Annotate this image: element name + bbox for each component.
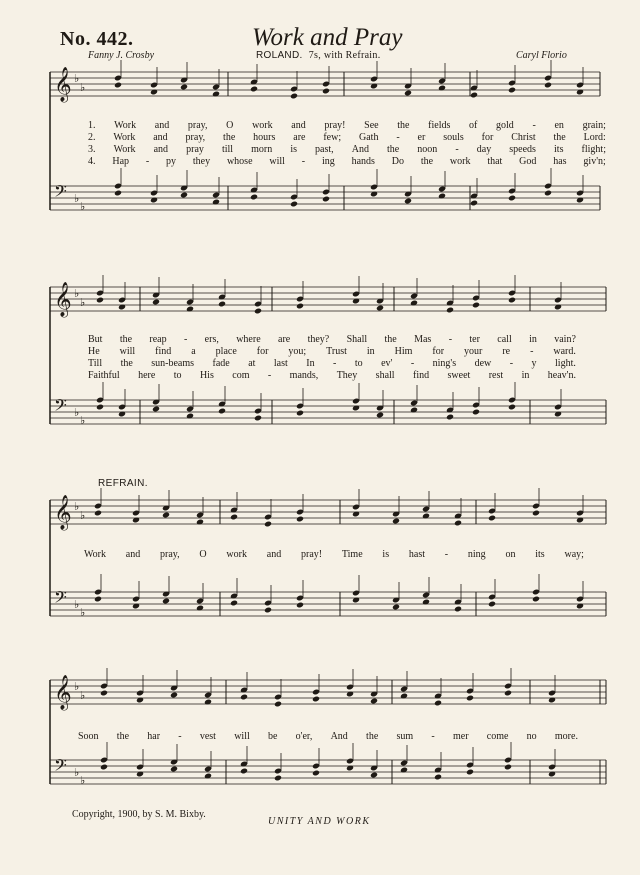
sys1-bass-note [322,196,330,203]
refrain-system-2 [78,731,578,743]
lyric-syllable: Till [88,358,103,369]
bass-clef-icon: 𝄢 [54,181,67,205]
flat-icon: ♭ [74,193,80,205]
sys1-treble-note [250,86,258,93]
lyric-syllable: the [223,132,236,143]
lyric-syllable: - [178,731,182,742]
lyric-syllable: Him [394,346,413,357]
sys1-treble-note [470,92,478,99]
lyric-syllable: work [252,120,273,131]
lyric-syllable: and [153,144,169,155]
sys2-treble-note [218,301,226,308]
topic-footer: UNITY AND WORK [268,816,371,827]
sys3-treble-note [162,512,170,519]
lyric-syllable: - [145,156,150,167]
lyric-syllable: they? [307,334,330,345]
lyric-syllable: com [232,370,250,381]
lyric-syllable: - [396,132,400,143]
lyric-syllable: grain; [582,120,606,131]
lyric-syllable: fields [428,120,451,131]
lyric-syllable: find [155,346,172,357]
lyric-syllable: In [306,358,315,369]
sys4-bass-note [504,764,512,771]
sys2-bass-note [376,412,384,419]
sys2-treble-note [446,307,454,314]
lyric-syllable: mer [452,731,469,742]
sys1-bass-note [290,201,298,208]
sys2-bass-note [446,414,454,421]
lyric-syllable: for [256,346,269,357]
sys1-treble-note [290,93,298,100]
lyric-syllable: re [502,346,511,357]
lyric-syllable: for [432,346,445,357]
lyric-syllable: last [273,358,288,369]
sys4-bass-note [274,775,282,782]
sys4-treble-note [274,701,282,708]
lyric-syllable: here [138,370,156,381]
lyric-syllable: pray, [159,549,180,560]
verse-line-2 [88,132,606,144]
lyric-syllable: in [521,370,530,381]
lyric-syllable: and [291,120,306,131]
lyric-syllable: 3. [88,144,96,155]
lyric-syllable: and [266,549,282,560]
lyric-syllable: py [166,156,177,167]
lyric-syllable: more. [554,731,578,742]
lyric-syllable: rest [488,370,504,381]
lyric-syllable: the [553,132,566,143]
lyric-syllable: find [412,370,430,381]
sys3-bass-note [162,598,170,605]
sys3-bass-note [454,606,462,613]
lyric-syllable: day [476,144,492,155]
lyric-syllable: o'er, [295,731,313,742]
sys4-bass-note [466,769,474,776]
lyric-syllable: whose [226,156,253,167]
lyric-syllable: - [532,120,536,131]
sys1-bass-note [180,192,188,199]
sys4-bass-note [312,770,320,777]
lyric-syllable: ward. [553,346,576,357]
verse-line-6 [88,346,576,358]
sys2-treble-note [472,302,480,309]
lyric-syllable: the [366,731,379,742]
sys1-bass-note [508,195,516,202]
sys3-bass-note [296,602,304,609]
lyric-syllable: reap [149,334,167,345]
sys1-bass-note [250,194,258,201]
sys2-treble-note [508,297,516,304]
lyric-syllable: - [444,549,449,560]
lyric-syllable: ning [467,549,486,560]
lyric-syllable: in [529,334,537,345]
lyric-syllable: y [531,358,537,369]
lyric-syllable: the [384,334,397,345]
lyric-syllable: O [226,120,234,131]
refrain-line-2 [78,731,578,743]
flat-icon: ♭ [74,288,80,300]
lyric-syllable: ning's [432,358,457,369]
sys3-bass-note [392,604,400,611]
lyric-syllable: See [364,120,379,131]
sys4-treble-note [466,695,474,702]
sys2-bass-note [152,406,160,413]
hymn-title: Work and Pray [252,24,403,51]
sys3-bass-note [264,607,272,614]
sys3-treble-note [454,520,462,527]
verse-line-3 [88,144,606,156]
lyric-syllable: no [526,731,537,742]
lyric-syllable: en [554,120,564,131]
lyric-syllable: vest [199,731,216,742]
lyric-syllable: of [469,120,478,131]
lyric-syllable: heav'n. [547,370,576,381]
lyric-syllable: But [88,334,103,345]
lyric-syllable: its [535,549,545,560]
sys1-treble-note [322,88,330,95]
lyric-syllable: Work [113,144,136,155]
lyric-syllable: the [387,144,400,155]
sys3-treble-note [532,510,540,517]
lyric-syllable: pray, [187,120,208,131]
sys1-treble-note [180,84,188,91]
lyric-syllable: speeds [509,144,536,155]
sys3-treble-note [94,510,102,517]
flat-icon: ♭ [74,599,80,611]
lyric-syllable: Trust [326,346,347,357]
sys1-treble-note [404,90,412,97]
lyric-syllable: flight; [581,144,606,155]
lyric-syllable: Time [341,549,363,560]
lyric-syllable: He [88,346,100,357]
verse-line-4 [88,156,606,168]
lyric-syllable: light. [555,358,576,369]
sys1-treble-note [114,82,122,89]
flat-icon: ♭ [74,73,80,85]
lyric-syllable: God [519,156,537,167]
refrain-line-1 [84,549,584,561]
lyric-syllable: pray [186,144,204,155]
lyric-syllable: are [293,132,306,143]
lyric-syllable: is [382,549,390,560]
lyric-syllable: And [351,144,369,155]
sys2-bass-note [218,408,226,415]
lyric-syllable: And [330,731,348,742]
lyric-syllable: O [199,549,207,560]
lyric-syllable: - [267,370,272,381]
lyric-syllable: - [333,358,337,369]
sys1-bass-note [470,200,478,207]
lyric-syllable: morn [251,144,273,155]
lyric-syllable: hours [253,132,276,143]
lyric-syllable: the [420,156,434,167]
lyric-syllable: Do [391,156,404,167]
sys3-treble-note [392,518,400,525]
flat-icon: ♭ [80,82,86,94]
sys3-treble-note [230,514,238,521]
lyric-syllable: place [215,346,237,357]
lyric-syllable: and [154,120,170,131]
flat-icon: ♭ [74,767,80,779]
sys4-treble-note [170,692,178,699]
flat-icon: ♭ [80,775,86,787]
sys3-treble-note [488,515,496,522]
lyric-syllable: Faithful [88,370,120,381]
bass-clef-icon: 𝄢 [54,395,67,419]
lyric-syllable: - [431,731,435,742]
lyric-syllable: giv'n; [583,156,606,167]
flat-icon: ♭ [80,510,86,522]
sys4-treble-note [434,700,442,707]
sys4-bass-note [240,768,248,775]
lyric-syllable: till [221,144,234,155]
sys4-treble-note [100,690,108,697]
lyric-syllable: Work [114,120,137,131]
sys3-bass-note [488,601,496,608]
treble-clef-icon: 𝄞 [54,495,72,530]
treble-clef-icon: 𝄞 [54,282,72,317]
flat-icon: ♭ [74,681,80,693]
lyric-syllable: you; [288,346,307,357]
sys2-treble-note [296,303,304,310]
lyric-syllable: sweet [447,370,471,381]
lyric-syllable: the [397,120,410,131]
lyric-syllable: vain? [554,334,576,345]
verses-system-2 [88,334,576,382]
sys4-bass-note [370,772,378,779]
lyric-syllable: souls [443,132,464,143]
meter-text: 7s, with Refrain. [308,50,381,61]
lyric-syllable: ing [321,156,335,167]
lyric-syllable: at [248,358,256,369]
lyric-syllable: shall [375,370,395,381]
lyric-syllable: ter [469,334,480,345]
lyric-syllable: work [449,156,471,167]
lyric-syllable: for [481,132,494,143]
lyric-syllable: Lord: [583,132,606,143]
flat-icon: ♭ [80,201,86,213]
lyric-syllable: are [278,334,291,345]
lyric-syllable: sun-beams [151,358,195,369]
lyric-syllable: dew [474,358,492,369]
sys3-bass-note [532,596,540,603]
sys4-bass-note [434,774,442,781]
lyric-syllable: hands [351,156,375,167]
sys2-bass-note [296,410,304,417]
lyric-syllable: work [226,549,247,560]
sys4-bass-note [170,766,178,773]
lyric-syllable: the [116,731,130,742]
lyric-syllable: hast [408,549,425,560]
treble-clef-icon: 𝄞 [54,67,72,102]
lyric-syllable: in [366,346,375,357]
lyric-syllable: is [290,144,297,155]
lyric-syllable: pray! [324,120,346,131]
sys4-bass-note [100,764,108,771]
lyric-syllable: will [269,156,285,167]
sys3-treble-note [296,516,304,523]
sys2-treble-note [152,299,160,306]
lyric-syllable: ev' [381,358,393,369]
lyric-syllable: fade [212,358,230,369]
lyric-syllable: has [553,156,567,167]
verses-system-1 [88,120,606,168]
sys1-bass-note [114,190,122,197]
lyric-syllable: Work [84,549,106,560]
lyric-syllable: - [448,334,453,345]
verse-line-7 [88,358,576,370]
flat-icon: ♭ [80,297,86,309]
sys1-treble-note [508,87,516,94]
lyric-syllable: - [509,358,514,369]
bass-clef-icon: 𝄢 [54,755,67,779]
refrain-label: REFRAIN. [98,478,148,489]
lyric-syllable: - [301,156,306,167]
lyric-syllable: its [554,144,564,155]
lyric-syllable: where [236,334,261,345]
lyric-syllable: ers, [204,334,219,345]
lyric-syllable: the [119,334,133,345]
bass-clef-icon: 𝄢 [54,587,67,611]
sys4-treble-note [370,698,378,705]
lyric-syllable: they [192,156,211,167]
lyric-syllable: Shall [346,334,368,345]
lyric-syllable: har [147,731,161,742]
lyric-syllable: pray! [300,549,323,560]
verse-line-5 [88,334,576,346]
sys4-treble-note [312,696,320,703]
sys3-bass-note [230,600,238,607]
sys2-treble-note [376,305,384,312]
lyric-syllable: will [119,346,136,357]
author-credit: Fanny J. Crosby [88,50,155,61]
sys2-bass-note [472,409,480,416]
refrain-system-1 [84,549,584,561]
lyric-syllable: Soon [78,731,99,742]
sys4-treble-note [504,690,512,697]
sys3-bass-note [94,596,102,603]
flat-icon: ♭ [80,415,86,427]
lyric-syllable: 1. [88,120,96,131]
lyric-syllable: They [336,370,358,381]
lyric-syllable: mands, [289,370,319,381]
lyric-syllable: call [497,334,512,345]
lyric-syllable: to [173,370,182,381]
tune-name-text: ROLAND. [256,50,303,61]
sys4-treble-note [240,694,248,701]
lyric-syllable: a [191,346,196,357]
lyric-syllable: sum [396,731,414,742]
lyric-syllable: - [530,346,534,357]
lyric-syllable: few; [323,132,342,143]
lyric-syllable: - [455,144,459,155]
lyric-syllable: that [487,156,503,167]
lyric-syllable: Work [113,132,136,143]
verse-line-8 [88,370,576,382]
sys1-treble-note [544,82,552,89]
composer-credit: Caryl Florio [516,50,567,61]
sys2-bass-note [96,404,104,411]
lyric-syllable: be [267,731,278,742]
sys1-bass-note [404,198,412,205]
sys3-treble-note [264,521,272,528]
lyric-syllable: way; [564,549,584,560]
copyright-notice: Copyright, 1900, by S. M. Bixby. [72,809,206,820]
lyric-syllable: Christ [511,132,536,143]
hymn-number: No. 442. [60,28,134,50]
verse-line-1 [88,120,606,132]
sys2-bass-note [508,404,516,411]
flat-icon: ♭ [74,407,80,419]
flat-icon: ♭ [80,607,86,619]
lyric-syllable: the [120,358,133,369]
sys2-treble-note [96,297,104,304]
lyric-syllable: your [464,346,483,357]
lyric-syllable: past, [315,144,334,155]
lyric-syllable: on [505,549,516,560]
lyric-syllable: and [153,132,168,143]
sys2-bass-note [254,415,262,422]
lyric-syllable: 4. [88,156,96,167]
lyric-syllable: Mas [414,334,432,345]
lyric-syllable: noon [417,144,438,155]
sys1-bass-note [544,190,552,197]
lyric-syllable: will [234,731,250,742]
treble-clef-icon: 𝄞 [54,675,72,710]
lyric-syllable: er [417,132,426,143]
lyric-syllable: come [486,731,509,742]
lyric-syllable: 2. [88,132,96,143]
lyric-syllable: Gath [359,132,379,143]
lyric-syllable: and [125,549,141,560]
flat-icon: ♭ [80,690,86,702]
lyric-syllable: His [199,370,214,381]
lyric-syllable: to [354,358,363,369]
lyric-syllable: - [183,334,188,345]
lyric-syllable: pray, [185,132,206,143]
lyric-syllable: Hap [112,156,130,167]
sys2-treble-note [254,308,262,315]
lyric-syllable: - [410,358,415,369]
lyric-syllable: gold [496,120,514,131]
flat-icon: ♭ [74,501,80,513]
